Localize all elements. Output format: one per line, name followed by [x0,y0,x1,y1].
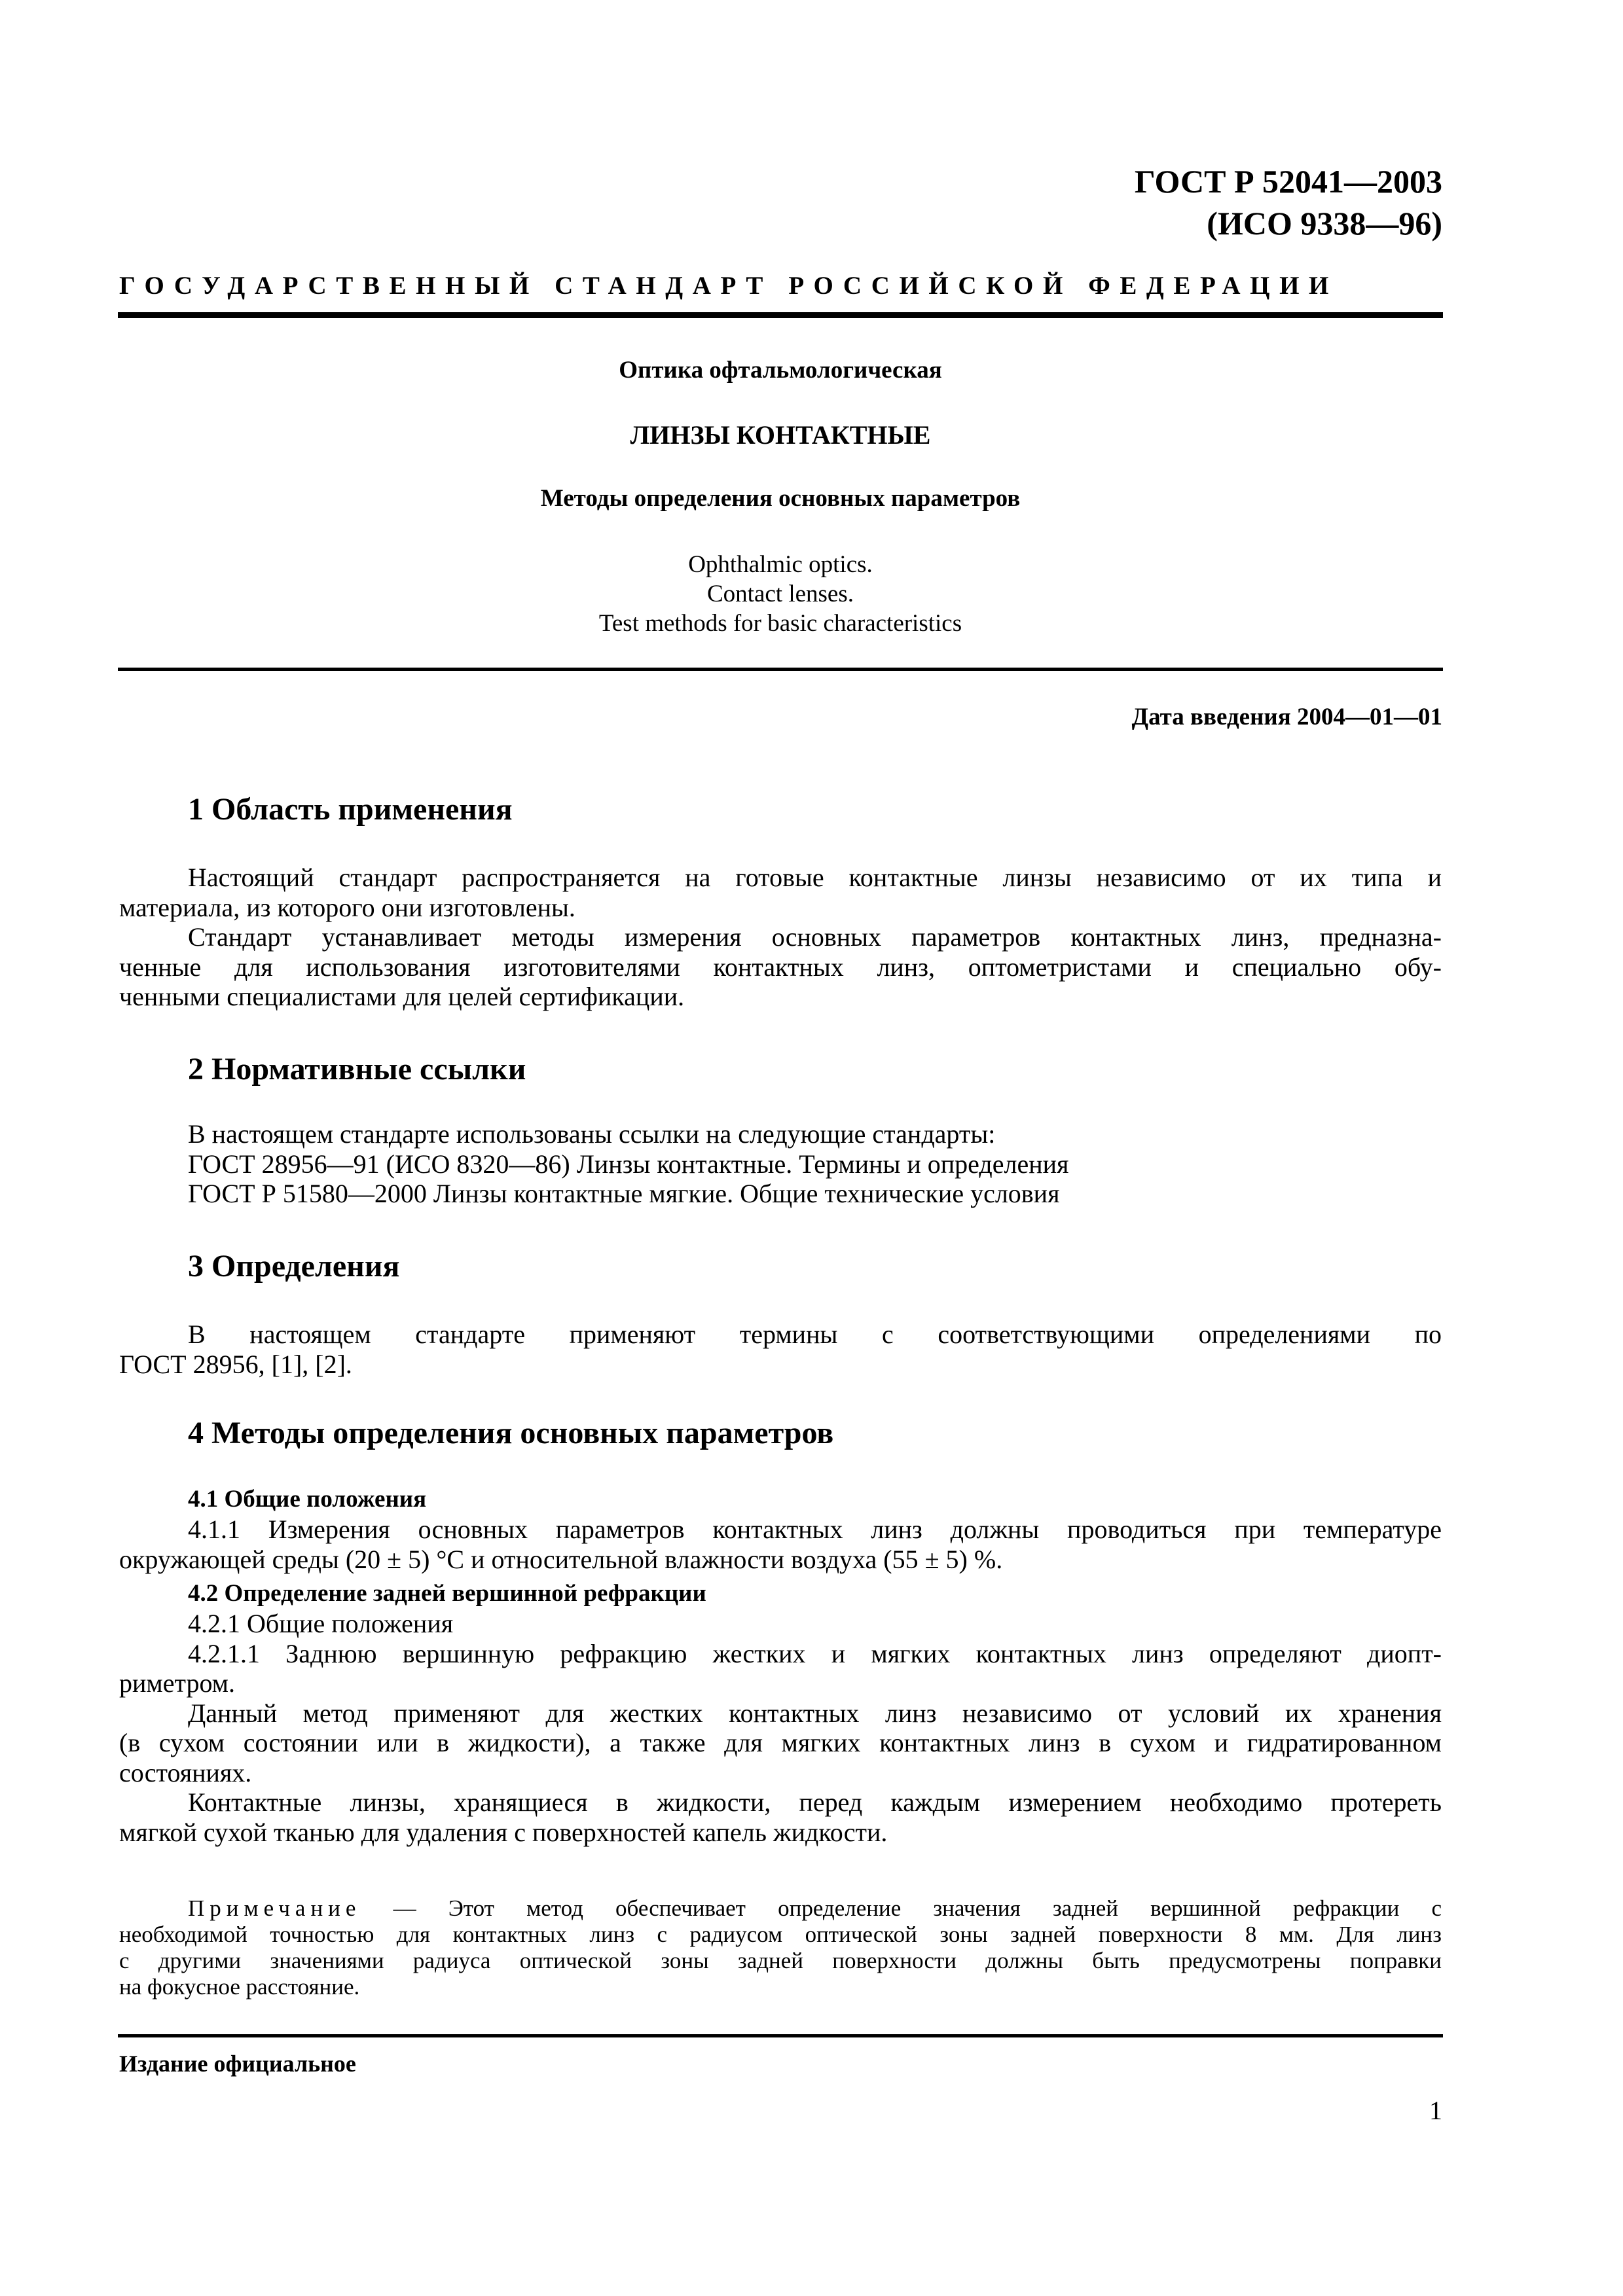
note-label: Примечание [188,1895,361,1921]
section-3-heading: 3 Определения [188,1249,400,1283]
section-1-body [119,863,1442,1012]
clause-4-1-1 [119,1515,1442,1574]
section-2-heading: 2 Нормативные ссылки [188,1052,526,1086]
paragraph-b-line1: Контактные линзы, хранящиеся в жидкости, перед каждым измерением необходимо протереть [188,1787,1442,1817]
note-line2: необходимой точностью для контактных линз с радиусом оптической зоны задней поверхности 8 мм. Для линз [119,1922,1442,1947]
clause-4-1-1-line1: 4.1.1 Измерения основных параметров контактных линз должны проводиться при температуре [188,1515,1442,1544]
clause-4-1-1-line2: окружающей среды (20 ± 5) °С и относительной влажности воздуха (55 ± 5) %. [119,1544,1003,1574]
intro-date: Дата введения 2004—01—01 [1131,704,1442,730]
section-3-line2: ГОСТ 28956, [1], [2]. [119,1349,352,1379]
section-2-body [119,1119,1442,1209]
title-en-line3: Test methods for basic characteristics [598,610,962,637]
section-4-heading: 4 Методы определения основных параметров [188,1416,834,1450]
section-2-ref1: ГОСТ 28956—91 (ИСО 8320—86) Линзы контактные. Термины и определения [188,1149,1069,1179]
section-2-ref2: ГОСТ Р 51580—2000 Линзы контактные мягкие. Общие технические условия [188,1179,1060,1208]
title-category: Оптика офтальмологическая [619,357,942,384]
note-line4: на фокусное расстояние. [119,1974,360,2000]
subsection-4-1-heading: 4.1 Общие положения [188,1486,427,1513]
section-2-line1: В настоящем стандарте использованы ссылки на следующие стандарты: [188,1119,996,1149]
title-main: ЛИНЗЫ КОНТАКТНЫЕ [630,420,931,450]
section-1-p1-line1: Настоящий стандарт распространяется на готовые контактные линзы независимо от их типа и [188,863,1442,892]
state-standard-title: ГОСУДАРСТВЕННЫЙ СТАНДАРТ РОССИЙСКОЙ ФЕДЕРАЦИИ [119,272,1338,300]
page-number: 1 [1429,2096,1442,2125]
title-rule [118,668,1443,671]
note-line1-text: — Этот метод обеспечивает определение значения задней вершинной рефракции с [393,1895,1442,1921]
section-3-body [119,1319,1442,1379]
note-line3: с другими значениями радиуса оптической зоны задней поверхности должны быть предусмотрены поправки [119,1948,1442,1973]
section-1-p2-line3: ченными специалистами для целей сертификации. [119,982,685,1011]
title-en-line1: Ophthalmic optics. [688,551,873,578]
paragraph-a-line2: (в сухом состоянии или в жидкости), а также для мягких контактных линз в сухом и гидратированном [119,1728,1442,1757]
clause-4-2-1: 4.2.1 Общие положения [188,1609,454,1638]
section-1-heading: 1 Область применения [188,792,513,827]
note-block [119,1895,1442,2000]
note-line1 [119,1895,1442,1922]
paragraph-b-line2: мягкой сухой тканью для удаления с поверхностей капель жидкости. [119,1817,888,1847]
gost-number: ГОСТ Р 52041—2003 [1134,163,1442,200]
title-en-line2: Contact lenses. [706,581,854,607]
clause-4-2-1-1-line1: 4.2.1.1 Заднюю вершинную рефракцию жестких и мягких контактных линз определяют диопт- [188,1638,1442,1668]
paragraph-a-line3: состояниях. [119,1757,252,1787]
paragraph-a-line1: Данный метод применяют для жестких контактных линз независимо от условий их хранения [188,1698,1442,1728]
document-number-block [1135,160,1442,244]
section-3-line1: В настоящем стандарте применяют термины с соответствующими определениями по [188,1319,1442,1349]
subsection-4-2-heading: 4.2 Определение задней вершинной рефракции [188,1580,706,1607]
section-1-p2-line1: Стандарт устанавливает методы измерения основных параметров контактных линз, предназна- [188,922,1442,952]
official-edition-label: Издание официальное [119,2051,356,2077]
header-rule [118,312,1443,318]
clause-4-2-1-1-line2: риметром. [119,1668,235,1698]
title-subtitle: Методы определения основных параметров [540,485,1021,512]
iso-number: (ИСО 9338—96) [1207,205,1442,242]
footer-rule [118,2034,1443,2037]
section-1-p1-line2: материала, из которого они изготовлены. [119,892,575,922]
section-1-p2-line2: ченные для использования изготовителями контактных линз, оптометристами и специально обу- [119,952,1442,982]
section-4-2-body [119,1609,1442,1847]
